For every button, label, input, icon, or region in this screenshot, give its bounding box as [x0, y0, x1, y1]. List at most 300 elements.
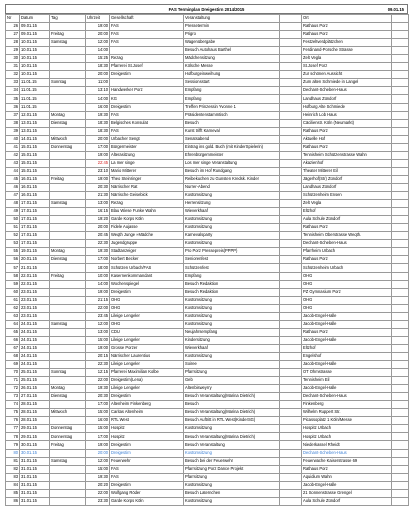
cell-extra — [392, 167, 409, 175]
cell-day — [50, 481, 86, 489]
cell-nr: 49 — [6, 208, 20, 216]
cell-date: 15.01.15 — [20, 151, 50, 159]
cell-time: 18:30 — [86, 119, 110, 127]
cell-society: Dreigestirn — [110, 103, 184, 111]
cell-date: 23.01.15 — [20, 304, 50, 312]
cell-extra — [392, 216, 409, 224]
cell-extra — [392, 361, 409, 369]
cell-location: Landhaus Zündorf — [302, 183, 392, 191]
cell-extra — [392, 304, 409, 312]
table-row — [6, 449, 409, 457]
cell-date: 10.01.15 — [20, 55, 50, 63]
table-row — [6, 369, 409, 377]
table-row — [6, 143, 409, 151]
cell-blank — [280, 175, 302, 183]
cell-time: 17:00 — [86, 256, 110, 264]
cell-day: Freitag — [50, 441, 86, 449]
cell-society: Grosse Porzer — [110, 344, 184, 352]
cell-day — [50, 497, 86, 505]
cell-extra — [392, 119, 409, 127]
cell-blank — [280, 417, 302, 425]
cell-nr: 32 — [6, 71, 20, 79]
cell-nr: 45 — [6, 175, 20, 183]
cell-blank — [280, 79, 302, 87]
table-row — [6, 457, 409, 465]
cell-location: Wilhelm Ruppert Str. — [302, 409, 392, 417]
table-row — [6, 23, 409, 31]
cell-extra — [392, 264, 409, 272]
cell-nr: 42 — [6, 151, 20, 159]
cell-event: Pfarrsitzung — [184, 473, 280, 481]
cell-location: Finkenberg — [302, 401, 392, 409]
cell-nr: 66 — [6, 336, 20, 344]
cell-location: Zum alten Schmiede in Langel — [302, 79, 392, 87]
cell-blank — [280, 369, 302, 377]
cell-date: 11.01.15 — [20, 103, 50, 111]
cell-blank — [280, 200, 302, 208]
table-row — [6, 103, 409, 111]
cell-blank — [280, 143, 302, 151]
cell-extra — [392, 192, 409, 200]
cell-blank — [280, 256, 302, 264]
cell-time: 16:15 — [86, 208, 110, 216]
cell-event: Kostümsitzung — [184, 224, 280, 232]
cell-date: 31.01.15 — [20, 497, 50, 505]
cell-time: 22:00 — [86, 489, 110, 497]
cell-blank — [280, 497, 302, 505]
cell-blank — [280, 433, 302, 441]
cell-event: Wieverkhaaf — [184, 344, 280, 352]
cell-blank — [280, 151, 302, 159]
cell-society: FAS — [110, 127, 184, 135]
table-row — [6, 320, 409, 328]
cell-day: Dienstag — [50, 119, 86, 127]
cell-society: La mer singe — [110, 159, 184, 167]
table-row — [6, 224, 409, 232]
table-row — [6, 344, 409, 352]
cell-nr: 41 — [6, 143, 20, 151]
table-row — [6, 127, 409, 135]
cell-date: 31.01.15 — [20, 481, 50, 489]
cell-date: 25.01.15 — [20, 377, 50, 385]
cell-date: 28.01.15 — [20, 409, 50, 417]
cell-location: OHG — [302, 280, 392, 288]
cell-time: 18:30 — [86, 63, 110, 71]
cell-day — [50, 473, 86, 481]
table-row — [6, 87, 409, 95]
cell-blank — [280, 361, 302, 369]
table-row — [6, 465, 409, 473]
cell-time: 19:00 — [86, 151, 110, 159]
cell-event: Nurrer-Abend — [184, 183, 280, 191]
cell-time: 17:00 — [86, 401, 110, 409]
cell-extra — [392, 159, 409, 167]
cell-nr: 34 — [6, 87, 20, 95]
title-bar — [5, 4, 408, 14]
cell-date: 15.01.15 — [20, 159, 50, 167]
cell-event: Kostümsitzung — [184, 425, 280, 433]
cell-date: 29.01.15 — [20, 425, 50, 433]
cell-event: Besuch Laternchen — [184, 489, 280, 497]
cell-society: Lileige Lengeler — [110, 312, 184, 320]
cell-blank — [280, 224, 302, 232]
cell-location: Aula Schule Zündorf — [302, 497, 392, 505]
cell-extra — [392, 175, 409, 183]
cell-nr: 80 — [6, 449, 20, 457]
cell-day — [50, 304, 86, 312]
cell-event: Kostümsitzung — [184, 312, 280, 320]
cell-date: 24.01.15 — [20, 344, 50, 352]
cell-date: 17.01.15 — [20, 200, 50, 208]
cell-day — [50, 312, 86, 320]
cell-event: Seniorenfest — [184, 256, 280, 264]
cell-date: 22.01.15 — [20, 272, 50, 280]
cell-time: 20:30 — [86, 393, 110, 401]
table-row — [6, 256, 409, 264]
cell-event: Besuch im Hof Rundgang — [184, 167, 280, 175]
cell-location: Rathaus Porz — [302, 328, 392, 336]
cell-society: Rezag — [110, 200, 184, 208]
cell-date: 10.01.15 — [20, 71, 50, 79]
table-row — [6, 296, 409, 304]
cell-extra — [392, 135, 409, 143]
cell-day — [50, 328, 86, 336]
cell-location: OHG — [302, 272, 392, 280]
cell-date: 17.01.15 — [20, 208, 50, 216]
cell-date: 11.01.15 — [20, 87, 50, 95]
cell-day — [50, 465, 86, 473]
cell-event: Empfang — [184, 272, 280, 280]
cell-extra — [392, 183, 409, 191]
cell-event: Neujahrsempfang — [184, 328, 280, 336]
cell-event: Kostümsitzung — [184, 304, 280, 312]
cell-date: 27.01.15 — [20, 393, 50, 401]
cell-event: Kostümsitzung — [184, 497, 280, 505]
table-row — [6, 159, 409, 167]
cell-nr: 33 — [6, 79, 20, 87]
cell-day — [50, 232, 86, 240]
cell-extra — [392, 31, 409, 39]
cell-time: 22:30 — [86, 240, 110, 248]
cell-location: OHG — [302, 304, 392, 312]
table-row — [6, 377, 409, 385]
cell-location: Dechant-Scheben-Haus — [302, 240, 392, 248]
cell-time: 13:10 — [86, 87, 110, 95]
cell-time: 13:00 — [86, 200, 110, 208]
table-row — [6, 361, 409, 369]
cell-location: Heinrich Lob Haus — [302, 111, 392, 119]
cell-location: Rathaus Porz — [302, 143, 392, 151]
cell-time: 15:00 — [86, 336, 110, 344]
cell-day: Montag — [50, 248, 86, 256]
cell-blank — [280, 409, 302, 417]
table-row — [6, 393, 409, 401]
cell-location: Rathaus Porz — [302, 31, 392, 39]
cell-society: Dreigestirn — [110, 449, 184, 457]
cell-extra — [392, 280, 409, 288]
cell-date: 26.01.15 — [20, 385, 50, 393]
cell-date: 23.01.15 — [20, 288, 50, 296]
cell-time: 23:45 — [86, 312, 110, 320]
cell-day — [50, 240, 86, 248]
cell-nr: 48 — [6, 200, 20, 208]
cell-extra — [392, 441, 409, 449]
table-row — [6, 248, 409, 256]
cell-blank — [280, 320, 302, 328]
cell-time: 15:25 — [86, 55, 110, 63]
cell-extra — [392, 336, 409, 344]
cell-society: Rezag — [110, 55, 184, 63]
cell-blank — [280, 401, 302, 409]
cell-nr: 50 — [6, 216, 20, 224]
cell-event: Pfarrsitzung Porz Dance Projekt — [184, 465, 280, 473]
cell-day — [50, 288, 86, 296]
cell-event: Kostümsitzung — [184, 352, 280, 360]
cell-nr: 83 — [6, 473, 20, 481]
cell-day: Mittwoch — [50, 135, 86, 143]
cell-society: Dreigestirn(Lena) — [110, 377, 184, 385]
cell-extra — [392, 63, 409, 71]
cell-blank — [280, 248, 302, 256]
cell-time: 19:00 — [86, 441, 110, 449]
cell-date: 20.01.15 — [20, 256, 50, 264]
cell-extra — [392, 208, 409, 216]
cell-location: Feuerwache Kaiserstrasse 69 — [302, 457, 392, 465]
cell-blank — [280, 344, 302, 352]
cell-extra — [392, 425, 409, 433]
cell-time: 13:00 — [86, 328, 110, 336]
cell-time: 12:15 — [86, 369, 110, 377]
cell-time: 23:30 — [86, 497, 110, 505]
cell-society: Caritas Altenheim — [110, 409, 184, 417]
cell-society: Dreigestirn — [110, 441, 184, 449]
cell-society: OHG — [110, 296, 184, 304]
cell-date: 10.01.15 — [20, 47, 50, 55]
cell-time: 21:15 — [86, 296, 110, 304]
table-row — [6, 232, 409, 240]
cell-society: CDU — [110, 328, 184, 336]
cell-event: Senatsabend — [184, 135, 280, 143]
cell-nr: 69 — [6, 361, 20, 369]
cell-event: Präsidentenstammtisch — [184, 111, 280, 119]
cell-day: Donnerstag — [50, 433, 86, 441]
cell-society: FAS — [110, 39, 184, 47]
cell-location: Akazienhof — [302, 159, 392, 167]
cell-nr: 38 — [6, 119, 20, 127]
cell-event: Kostümsitzung — [184, 240, 280, 248]
cell-society: Jugendgruppe — [110, 240, 184, 248]
cell-nr: 61 — [6, 296, 20, 304]
cell-event: Kölsche Messe — [184, 63, 280, 71]
cell-date: 16.01.15 — [20, 175, 50, 183]
cell-nr: 35 — [6, 95, 20, 103]
col-header: Ort — [302, 15, 392, 23]
cell-extra — [392, 79, 409, 87]
cell-blank — [280, 288, 302, 296]
cell-society: Norbert Becker — [110, 256, 184, 264]
cell-time: 19:30 — [86, 111, 110, 119]
cell-day: Samstag — [50, 457, 86, 465]
cell-blank — [280, 296, 302, 304]
cell-day: Samstag — [50, 39, 86, 47]
cell-nr: 64 — [6, 320, 20, 328]
cell-time: 11:00 — [86, 79, 110, 87]
sheet-title: FAS Terminplan Dreigestirn 2014/2015 — [168, 7, 245, 12]
table-row — [6, 481, 409, 489]
cell-date: 28.01.15 — [20, 401, 50, 409]
cell-blank — [280, 449, 302, 457]
cell-blank — [280, 240, 302, 248]
cell-nr: 59 — [6, 280, 20, 288]
col-header: Nr — [6, 15, 20, 23]
cell-blank — [280, 111, 302, 119]
cell-day — [50, 336, 86, 344]
cell-location: Jägerhof(Str) Zündorf — [302, 175, 392, 183]
cell-nr: 75 — [6, 409, 20, 417]
cell-society: Hospitz — [110, 433, 184, 441]
cell-society — [110, 47, 184, 55]
cell-society: Theo Steinringer — [110, 175, 184, 183]
cell-event: Kostümsitzung — [184, 481, 280, 489]
cell-society: Bürgermeister — [110, 143, 184, 151]
cell-extra — [392, 377, 409, 385]
table-row — [6, 79, 409, 87]
table-row — [6, 288, 409, 296]
cell-nr: 52 — [6, 232, 20, 240]
cell-event: Los mer singe Veranstaltung — [184, 159, 280, 167]
cell-blank — [280, 103, 302, 111]
cell-nr: 39 — [6, 127, 20, 135]
cell-day — [50, 55, 86, 63]
cell-blank — [280, 441, 302, 449]
cell-day: Freitag — [50, 175, 86, 183]
cell-day — [50, 377, 86, 385]
cell-society: Stadtanzeiger — [110, 248, 184, 256]
table-row — [6, 385, 409, 393]
cell-location: Jacob-Engel-Halle — [302, 385, 392, 393]
cell-date: 28.01.15 — [20, 417, 50, 425]
table-row — [6, 304, 409, 312]
cell-society: Mario Mitterer — [110, 167, 184, 175]
cell-event: Mädchensitzung — [184, 55, 280, 63]
cell-blank — [280, 465, 302, 473]
cell-event: Soiree — [184, 361, 280, 369]
cell-extra — [392, 224, 409, 232]
cell-extra — [392, 240, 409, 248]
cell-date: 17.01.15 — [20, 240, 50, 248]
cell-day — [50, 47, 86, 55]
cell-blank — [280, 377, 302, 385]
cell-day — [50, 192, 86, 200]
cell-date: 24.01.15 — [20, 328, 50, 336]
cell-nr: 84 — [6, 481, 20, 489]
cell-day — [50, 352, 86, 360]
cell-society: Närrischer Laurentius — [110, 352, 184, 360]
cell-society: Pfarrerei St.Josef — [110, 63, 184, 71]
table-row — [6, 441, 409, 449]
cell-location: Rathaus Porz — [302, 256, 392, 264]
cell-nr: 29 — [6, 47, 20, 55]
cell-blank — [280, 425, 302, 433]
cell-nr: 82 — [6, 465, 20, 473]
cell-blank — [280, 272, 302, 280]
cell-date: 19.01.15 — [20, 248, 50, 256]
cell-nr: 53 — [6, 240, 20, 248]
cell-time: 19:20 — [86, 216, 110, 224]
cell-time: 20:00 — [86, 31, 110, 39]
cell-event: Besuch Redaktion — [184, 280, 280, 288]
cell-blank — [280, 127, 302, 135]
cell-event: Empfang — [184, 87, 280, 95]
cell-extra — [392, 71, 409, 79]
cell-date: 10.01.15 — [20, 63, 50, 71]
cell-nr: 36 — [6, 103, 20, 111]
cell-location: Hospitz Urbach — [302, 433, 392, 441]
cell-location: Aktuelle Hof — [302, 135, 392, 143]
cell-event: Besuch Auftritt in RTL West(KinderSG) — [184, 417, 280, 425]
cell-extra — [392, 272, 409, 280]
cell-society: FAS — [110, 31, 184, 39]
cell-location: Eltzhof — [302, 344, 392, 352]
cell-extra — [392, 393, 409, 401]
cell-event: Hofburgeinweihung — [184, 71, 280, 79]
cell-time: 19:00 — [86, 288, 110, 296]
cell-nr: 86 — [6, 497, 20, 505]
cell-blank — [280, 192, 302, 200]
cell-event: Besuch Veranstaltung(Marina Dietrich) — [184, 433, 280, 441]
cell-location: Hospitz Urbach — [302, 425, 392, 433]
cell-society: Weqth Junge »Mädche — [110, 232, 184, 240]
cell-time: 12:00 — [86, 39, 110, 47]
cell-day — [50, 216, 86, 224]
cell-event: Kostümsitzung — [184, 216, 280, 224]
cell-date: 24.01.15 — [20, 361, 50, 369]
cell-time: 12:00 — [86, 320, 110, 328]
cell-location: Dechant-Scheben-Haus — [302, 393, 392, 401]
cell-time: 16:00 — [86, 103, 110, 111]
cell-location: Rathaus Porz — [302, 23, 392, 31]
cell-location: Tennisheim Schützenstrasse Wahn — [302, 151, 392, 159]
cell-date: 15.01.15 — [20, 143, 50, 151]
sheet-date: 09.01.15 — [387, 7, 404, 12]
cell-location: Jacob-Engel-Halle — [302, 481, 392, 489]
cell-date: 17.01.15 — [20, 224, 50, 232]
cell-location: Jacob-Engel-Halle — [302, 361, 392, 369]
table-row — [6, 409, 409, 417]
cell-day — [50, 296, 86, 304]
cell-location: Tennisheim Eil — [302, 377, 392, 385]
cell-event: Wagenübergabe — [184, 39, 280, 47]
col-header: Tag — [50, 15, 86, 23]
cell-location: Niederkassel Rheidt — [302, 441, 392, 449]
cell-nr: 60 — [6, 288, 20, 296]
cell-society: Feuerwehr — [110, 457, 184, 465]
cell-blank — [280, 55, 302, 63]
cell-nr: 73 — [6, 393, 20, 401]
cell-nr: 55 — [6, 248, 20, 256]
cell-location: Zelt Vegla — [302, 55, 392, 63]
table-row — [6, 200, 409, 208]
cell-location: Dechant-Scheben-Haus — [302, 87, 392, 95]
cell-nr: 71 — [6, 377, 20, 385]
cell-extra — [392, 151, 409, 159]
table-row — [6, 192, 409, 200]
cell-location: Ferdinand-Porsche Strasse — [302, 47, 392, 55]
cell-nr: 46 — [6, 183, 20, 191]
cell-location: OHG — [302, 296, 392, 304]
cell-blank — [280, 264, 302, 272]
cell-day — [50, 489, 86, 497]
